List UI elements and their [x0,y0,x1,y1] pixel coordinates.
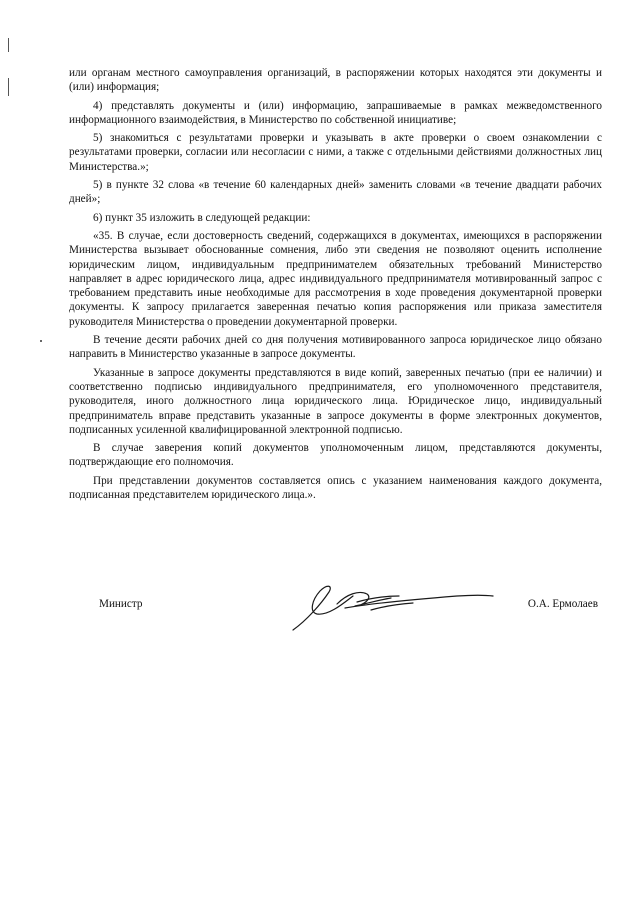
paragraph-amendment-6: 6) пункт 35 изложить в следующей редакции: [93,211,311,224]
paragraph-item-4: 4) представлять документы и (или) информацию, запрашиваемые в рамках межведомственного информационного взаимодействия, в Министерство по собственной инициативе; [69,99,602,126]
signatory-title: Министр [99,598,143,610]
scan-speck [40,340,42,342]
paragraph-copies: Указанные в запросе документы представляются в виде копий, заверенных печатью (при ее наличии) и соответственно подписью индивидуального предпринимателя, его уполномоченного представителя, руководителя, иного должностного лица юридического лица. Юридическое лицо, индивидуальный предприниматель вправе представить указанные в запросе документы в форме электронных документов, подписанных усиленной квалифицированной электронной подписью. [69,366,602,436]
margin-mark [8,38,9,52]
paragraph-clause-35: «35. В случае, если достоверность сведений, содержащихся в документах, имеющихся в распоряжении Министерства вызывает обоснованные сомнения, либо эти сведения не позволяют оценить исполнение юридическим лицом, индивидуальным предпринимателем обязательных требований Министерство направляет в адрес юридического лица, адрес индивидуального предпринимателя мотивированный запрос с требованием представить иные необходимые для рассмотрения в ходе проведения документарной проверки документы. К запросу прилагается заверенная печатью копия распоряжения или приказа заместителя руководителя Министерства о проведении документарной проверки. [69,229,602,328]
handwritten-signature [287,574,497,634]
paragraph-continuation: или органам местного самоуправления организаций, в распоряжении которых находятся эти документы и (или) информация; [69,67,602,94]
paragraph-authority: В случае заверения копий документов уполномоченным лицом, представляются документы, подтверждающие его полномочия. [69,442,602,469]
margin-mark [8,78,9,96]
paragraph-item-5: 5) знакомиться с результатами проверки и указывать в акте проверки о своем ознакомлении с результатами проверки, согласии или несогласии с ними, а также с отдельными действиями должностных лиц Министерства.»; [69,132,602,173]
paragraph-inventory: При представлении документов составляется опись с указанием наименования каждого документа, подписанная представителем юридического лица.». [69,474,602,502]
paragraph-amendment-5: 5) в пункте 32 слова «в течение 60 календарных дней» заменить словами «в течение двадцати рабочих дней»; [69,179,602,206]
document-body [69,66,602,502]
signature-block [69,574,602,634]
signatory-name: О.А. Ермолаев [527,598,598,610]
paragraph-deadline: В течение десяти рабочих дней со дня получения мотивированного запроса юридическое лицо обязано направить в Министерство указанные в запросе документы. [69,334,602,361]
